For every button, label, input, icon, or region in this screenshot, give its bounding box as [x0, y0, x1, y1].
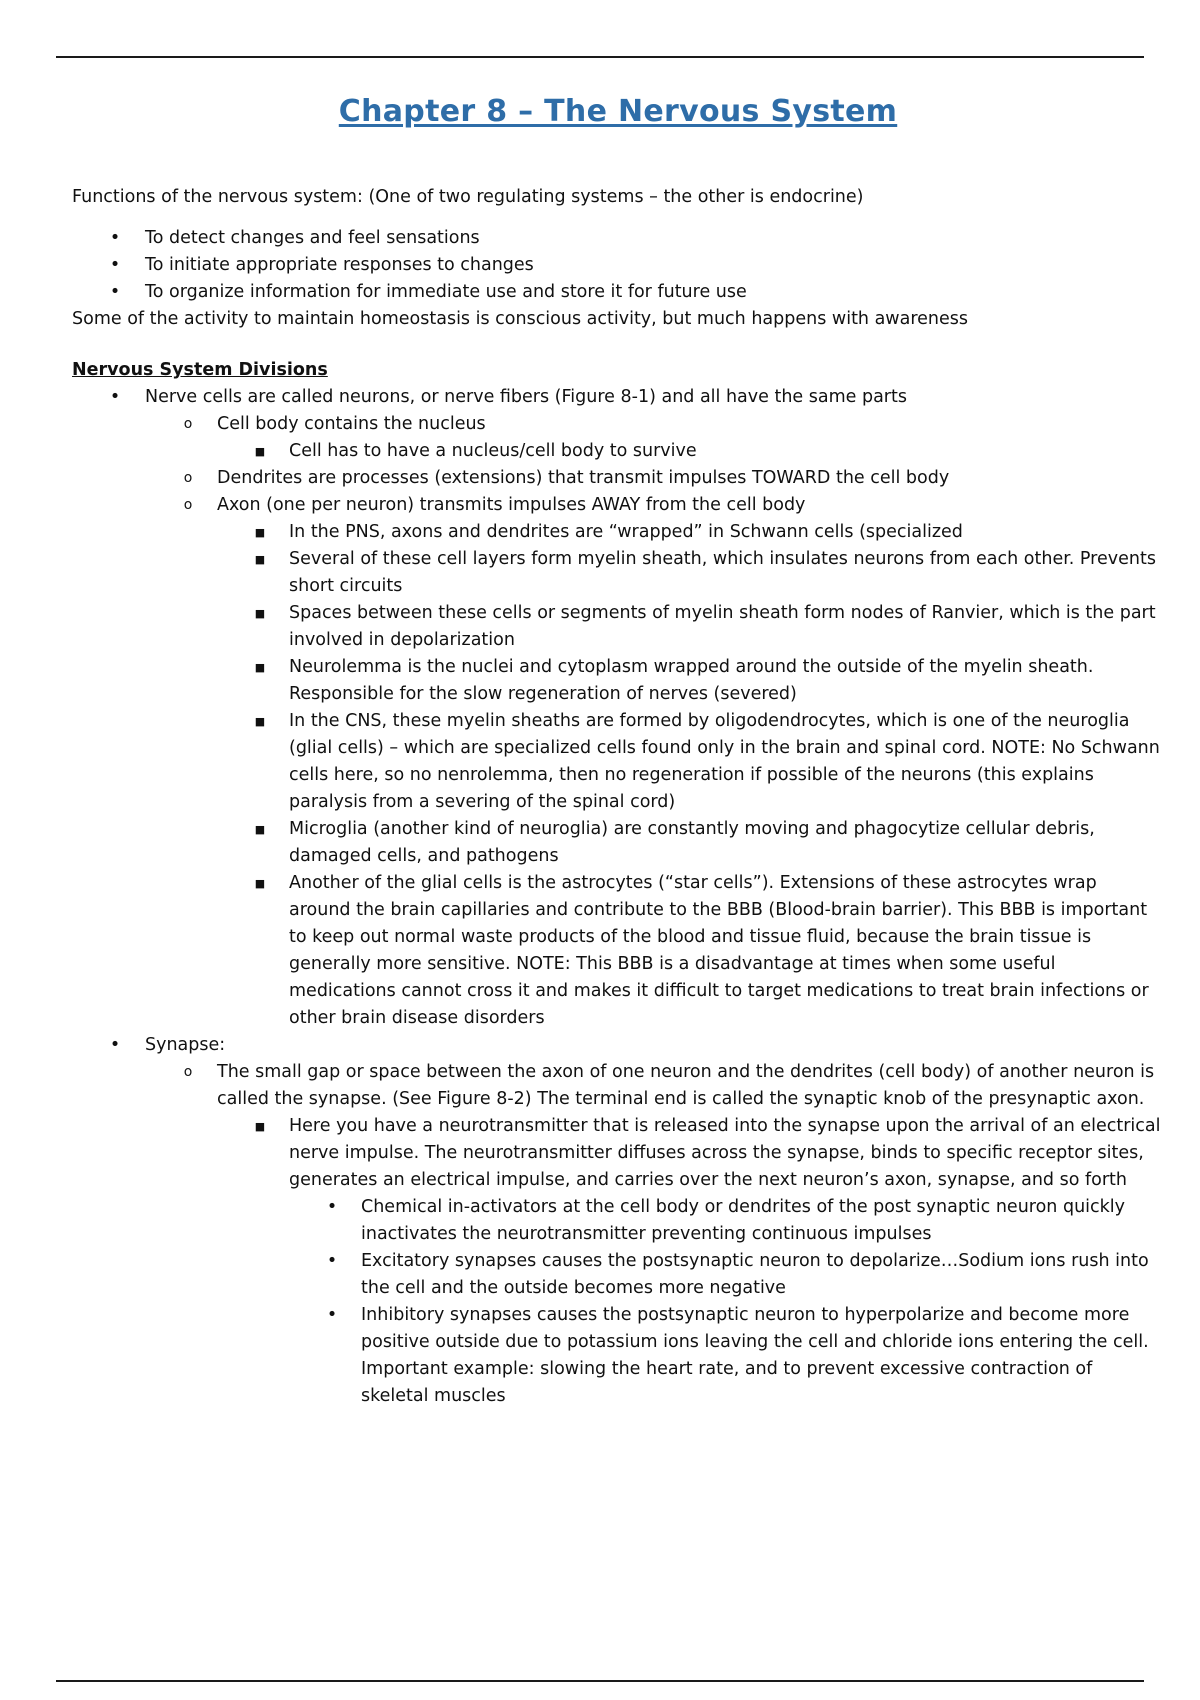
- bullet-circle-icon: o: [183, 1064, 193, 1080]
- list-item-axon: o Axon (one per neuron) transmits impulses AWAY from the cell body ■ In the PNS, axons and dendrites are “wrapped” in Schwann cells (specialized ■ Several of these cell layers form myelin sheath, which insulates neurons from each other. Prevents short circuits ■ Spaces between these cells or segments of myelin sheath form nodes of Ranvier, which is the part involved in depolarization ■ Neurolemma is the nuclei and cytoplasm wrapped around the outside of the myelin sheath. Responsible for the slow regeneration of nerves (severed) ■ In the CNS, these myelin sheaths are formed by oligodendrocytes, which is one of the neuroglia (glial cells) – which are specialized cells found only in the brain and spinal cord. NOTE: No Schwann cells here, so no nenrolemma, then no regeneration if possible of the neurons (this explains paralysis from a severing of the spinal cord) ■ Microglia (another kind of neuroglia) are constantly moving and phagocytize cellular debris, damaged cells, and pathogens ■ Another of the glial cells is the astrocytes (“star cells”). Extensions of these astrocytes wrap around the brain capillaries and contribute to the BBB (Blood-brain barrier). This BBB is important to keep out normal waste products of the blood and tissue fluid, because the brain tissue is generally more sensitive. NOTE: This BBB is a disadvantage at times when some useful medications cannot cross it and makes it difficult to target medications to treat brain infections or other brain disease disorders: [145, 492, 1162, 1032]
- bullet-square-icon: ■: [254, 1120, 266, 1133]
- bullet-disc-icon: •: [326, 1251, 338, 1271]
- bullet-square-icon: ■: [254, 661, 266, 674]
- list-item: • To initiate appropriate responses to changes: [72, 252, 1162, 279]
- synapse-sublist: [217, 1113, 1162, 1410]
- bullet-circle-icon: o: [183, 416, 193, 432]
- list-item: ■ Microglia (another kind of neuroglia) are constantly moving and phagocytize cellular debris, damaged cells, and pathogens: [217, 816, 1162, 870]
- synapse-list: [145, 1059, 1162, 1410]
- list-item: • To organize information for immediate use and store it for future use: [72, 279, 1162, 306]
- list-item-dendrites: o Dendrites are processes (extensions) that transmit impulses TOWARD the cell body: [145, 465, 1162, 492]
- list-item: ■ Neurolemma is the nuclei and cytoplasm wrapped around the outside of the myelin sheath. Responsible for the slow regeneration of nerves (severed): [217, 654, 1162, 708]
- list-item: • Excitatory synapses causes the postsynaptic neuron to depolarize…Sodium ions rush into the cell and the outside becomes more negative: [289, 1248, 1162, 1302]
- bullet-square-icon: ■: [254, 445, 266, 458]
- bullet-circle-icon: o: [183, 470, 193, 486]
- list-item: ■ Another of the glial cells is the astrocytes (“star cells”). Extensions of these astrocytes wrap around the brain capillaries and contribute to the BBB (Blood-brain barrier). This BBB is important to keep out normal waste products of the blood and tissue fluid, because the brain tissue is generally more sensitive. NOTE: This BBB is a disadvantage at times when some useful medications cannot cross it and makes it difficult to target medications to treat brain infections or other brain disease disorders: [217, 870, 1162, 1032]
- bullet-square-icon: ■: [254, 877, 266, 890]
- list-item: ■ In the PNS, axons and dendrites are “wrapped” in Schwann cells (specialized: [217, 519, 1162, 546]
- neuron-parts-list: [145, 411, 1162, 1032]
- list-item: ■ In the CNS, these myelin sheaths are formed by oligodendrocytes, which is one of the neuroglia (glial cells) – which are specialized cells found only in the brain and spinal cord. NOTE: No Schwann cells here, so no nenrolemma, then no regeneration if possible of the neurons (this explains paralysis from a severing of the spinal cord): [217, 708, 1162, 816]
- header-rule: [56, 56, 1144, 58]
- list-item: • Chemical in-activators at the cell body or dendrites of the post synaptic neuron quickly inactivates the neurotransmitter preventing continuous impulses: [289, 1194, 1162, 1248]
- bullet-square-icon: ■: [254, 526, 266, 539]
- list-item-cell-body: o Cell body contains the nucleus ■ Cell has to have a nucleus/cell body to survive: [145, 411, 1162, 465]
- intro-closing: Some of the activity to maintain homeostasis is conscious activity, but much happens with awareness: [72, 309, 969, 329]
- bullet-disc-icon: •: [109, 255, 121, 275]
- neurotransmitter-details-list: [289, 1194, 1162, 1410]
- divisions-list: [72, 384, 1162, 1410]
- intro-text: Functions of the nervous system: (One of two regulating systems – the other is endocrine): [72, 187, 864, 207]
- bullet-circle-icon: o: [183, 497, 193, 513]
- list-item: ■ Cell has to have a nucleus/cell body to survive: [217, 438, 1162, 465]
- list-item-neurons: • Nerve cells are called neurons, or nerve fibers (Figure 8-1) and all have the same parts o Cell body contains the nucleus ■ Cell has to have a nucleus/cell body to survive o Dendrites are processes (extensions) that transmit impulses TOWARD the cell body o Axon (one per neuron) transmits impulses AWAY from the cell body ■ In the PNS, axons and dendrites are “wrapped” in Schwann cells (specialized ■ Several of these cell layers form myelin sheath, which insulates neurons from each other. Prevents short circuits ■ Spaces between these cells or segments of myelin sheath form nodes of Ranvier, which is the part involved in depolarization ■ Neurolemma is the nuclei and cytoplasm wrapped around the outside of the myelin sheath. Responsible for the slow regeneration of nerves (severed) ■ In the CNS, these myelin sheaths are formed by oligodendrocytes, which is one of the neuroglia (glial cells) – which are specialized cells found only in the brain and spinal cord. NOTE: No Schwann cells here, so no nenrolemma, then no regeneration if possible of the neurons (this explains paralysis from a severing of the spinal cord) ■ Microglia (another kind of neuroglia) are constantly moving and phagocytize cellular debris, damaged cells, and pathogens ■ Another of the glial cells is the astrocytes (“star cells”). Extensions of these astrocytes wrap around the brain capillaries and contribute to the BBB (Blood-brain barrier). This BBB is important to keep out normal waste products of the blood and tissue fluid, because the brain tissue is generally more sensitive. NOTE: This BBB is a disadvantage at times when some useful medications cannot cross it and makes it difficult to target medications to treat brain infections or other brain disease disorders: [72, 384, 1162, 1032]
- bullet-disc-icon: •: [109, 387, 121, 407]
- list-item-neurotransmitter: ■ Here you have a neurotransmitter that is released into the synapse upon the arrival of an electrical nerve impulse. The neurotransmitter diffuses across the synapse, binds to specific receptor sites, generates an electrical impulse, and carries over the next neuron’s axon, synapse, and so forth • Chemical in-activators at the cell body or dendrites of the post synaptic neuron quickly inactivates the neurotransmitter preventing continuous impulses • Excitatory synapses causes the postsynaptic neuron to depolarize…Sodium ions rush into the cell and the outside becomes more negative • Inhibitory synapses causes the postsynaptic neuron to hyperpolarize and become more positive outside due to potassium ions leaving the cell and chloride ions entering the cell. Important example: slowing the heart rate, and to prevent excessive contraction of skeletal muscles: [217, 1113, 1162, 1410]
- bullet-square-icon: ■: [254, 715, 266, 728]
- bullet-disc-icon: •: [109, 228, 121, 248]
- bullet-disc-icon: •: [109, 282, 121, 302]
- footer-rule: [56, 1680, 1144, 1682]
- bullet-square-icon: ■: [254, 607, 266, 620]
- bullet-square-icon: ■: [254, 823, 266, 836]
- list-item: ■ Several of these cell layers form myelin sheath, which insulates neurons from each other. Prevents short circuits: [217, 546, 1162, 600]
- cell-body-sublist: [217, 438, 1162, 465]
- section-heading: Nervous System Divisions: [72, 360, 328, 380]
- list-item-synapse-definition: o The small gap or space between the axon of one neuron and the dendrites (cell body) of another neuron is called the synapse. (See Figure 8-2) The terminal end is called the synaptic knob of the presynaptic axon. ■ Here you have a neurotransmitter that is released into the synapse upon the arrival of an electrical nerve impulse. The neurotransmitter diffuses across the synapse, binds to specific receptor sites, generates an electrical impulse, and carries over the next neuron’s axon, synapse, and so forth • Chemical in-activators at the cell body or dendrites of the post synaptic neuron quickly inactivates the neurotransmitter preventing continuous impulses • Excitatory synapses causes the postsynaptic neuron to depolarize…Sodium ions rush into the cell and the outside becomes more negative • Inhibitory synapses causes the postsynaptic neuron to hyperpolarize and become more positive outside due to potassium ions leaving the cell and chloride ions entering the cell. Important example: slowing the heart rate, and to prevent excessive contraction of skeletal muscles: [145, 1059, 1162, 1410]
- list-item: • Inhibitory synapses causes the postsynaptic neuron to hyperpolarize and become more positive outside due to potassium ions leaving the cell and chloride ions entering the cell. Important example: slowing the heart rate, and to prevent excessive contraction of skeletal muscles: [289, 1302, 1162, 1410]
- bullet-disc-icon: •: [326, 1197, 338, 1217]
- list-item: • To detect changes and feel sensations: [72, 225, 1162, 252]
- list-item-synapse: • Synapse: o The small gap or space between the axon of one neuron and the dendrites (cell body) of another neuron is called the synapse. (See Figure 8-2) The terminal end is called the synaptic knob of the presynaptic axon. ■ Here you have a neurotransmitter that is released into the synapse upon the arrival of an electrical nerve impulse. The neurotransmitter diffuses across the synapse, binds to specific receptor sites, generates an electrical impulse, and carries over the next neuron’s axon, synapse, and so forth • Chemical in-activators at the cell body or dendrites of the post synaptic neuron quickly inactivates the neurotransmitter preventing continuous impulses • Excitatory synapses causes the postsynaptic neuron to depolarize…Sodium ions rush into the cell and the outside becomes more negative • Inhibitory synapses causes the postsynaptic neuron to hyperpolarize and become more positive outside due to potassium ions leaving the cell and chloride ions entering the cell. Important example: slowing the heart rate, and to prevent excessive contraction of skeletal muscles: [72, 1032, 1162, 1410]
- functions-list: [72, 225, 1162, 306]
- bullet-disc-icon: •: [109, 1035, 121, 1055]
- bullet-disc-icon: •: [326, 1305, 338, 1325]
- list-item: ■ Spaces between these cells or segments of myelin sheath form nodes of Ranvier, which is the part involved in depolarization: [217, 600, 1162, 654]
- document-body: [72, 184, 1162, 1410]
- axon-sublist: [217, 519, 1162, 1032]
- bullet-square-icon: ■: [254, 553, 266, 566]
- page-title: Chapter 8 – The Nervous System: [338, 94, 898, 129]
